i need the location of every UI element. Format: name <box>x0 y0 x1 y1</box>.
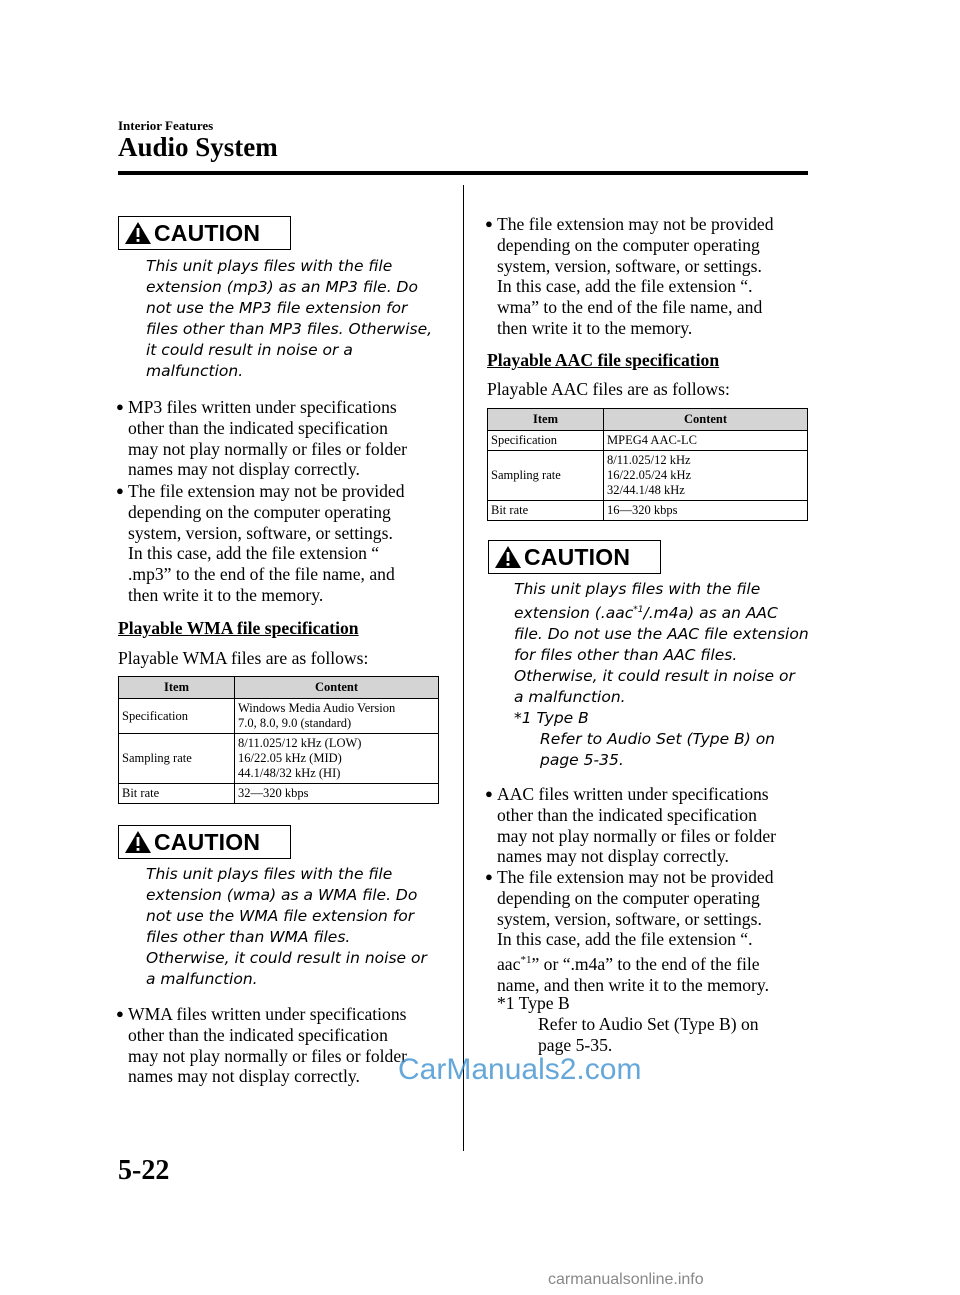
bullet-line: depending on the computer operating <box>128 501 391 522</box>
table-cell <box>235 734 439 784</box>
cell-line: 32/44.1/48 kHz <box>607 483 685 497</box>
table-header: Item <box>119 677 235 699</box>
footnote-ref: *1 <box>520 954 532 967</box>
bullet-text-part: aac <box>497 954 521 975</box>
bullet-line: In this case, add the file extension “. <box>497 929 753 950</box>
bullet-line: names may not display correctly. <box>128 459 360 480</box>
cell-line: 8/11.025/12 kHz <box>607 453 691 467</box>
bullet-line: system, version, software, or settings. <box>128 522 393 543</box>
caution-note-mark: *1 Type B <box>514 709 589 728</box>
bullet-line: other than the indicated specification <box>497 804 757 825</box>
table-cell: 16—320 kbps <box>604 501 808 521</box>
caution-line: files other than WMA files. <box>146 928 351 946</box>
bullet-mp3-extension <box>118 481 405 606</box>
caution-text-wma <box>146 864 427 990</box>
aac-heading: Playable AAC file specification <box>487 350 720 370</box>
table-cell: Sampling rate <box>119 734 235 784</box>
caution-box-wma <box>118 825 291 859</box>
bullet-line: name, and then write it to the memory. <box>497 974 769 995</box>
table-header-row <box>119 677 439 699</box>
bullet-line: may not play normally or files or folder <box>128 438 407 459</box>
header-rule <box>118 171 808 175</box>
watermark-text: CarManuals2.com <box>398 1053 642 1086</box>
table-row <box>119 734 439 784</box>
caution-label: CAUTION <box>154 828 261 855</box>
caution-note-line: Refer to Audio Set (Type B) on <box>540 730 776 749</box>
bullet-aac-spec <box>487 784 776 867</box>
caution-line: Otherwise, it could result in noise or <box>514 667 795 686</box>
cell-line: 8/11.025/12 kHz (LOW) <box>238 736 362 750</box>
bullet-icon: ● <box>485 216 493 231</box>
table-row <box>488 451 808 501</box>
caution-text-aac <box>514 579 809 771</box>
cell-line: 44.1/48/32 kHz (HI) <box>238 766 341 780</box>
bullet-line: .mp3” to the end of the file name, and <box>128 564 395 585</box>
caution-line: a malfunction. <box>514 688 626 707</box>
bullet-line: other than the indicated specification <box>128 417 388 438</box>
bullet-icon: ● <box>116 1006 124 1021</box>
bullet-line: depending on the computer operating <box>497 234 760 255</box>
table-cell: Bit rate <box>119 784 235 804</box>
wma-heading: Playable WMA file specification <box>118 618 359 638</box>
aac-intro: Playable AAC files are as follows: <box>487 379 730 399</box>
table-header: Content <box>235 677 439 699</box>
table-row <box>119 699 439 734</box>
table-cell <box>604 451 808 501</box>
bullet-line: AAC files written under specifications <box>497 784 769 804</box>
caution-line: a malfunction. <box>146 970 258 988</box>
caution-box-mp3 <box>118 216 291 250</box>
caution-line: malfunction. <box>146 362 244 380</box>
bullet-aac-extension <box>487 867 774 996</box>
bullet-line: The file extension may not be provided <box>497 214 774 234</box>
caution-label: CAUTION <box>524 543 631 570</box>
caution-line: file. Do not use the AAC file extension <box>514 625 809 644</box>
caution-box-aac <box>488 540 661 574</box>
cell-line: 7.0, 8.0, 9.0 (standard) <box>238 716 352 730</box>
caution-text-part: /.m4a) as an AAC <box>643 604 778 623</box>
bullet-icon: ● <box>485 869 493 884</box>
cell-line: Windows Media Audio Version <box>238 701 396 715</box>
bullet-line: wma” to the end of the file name, and <box>497 297 763 318</box>
bullet-text-part: ” or “.m4a” to the end of the file <box>531 954 760 975</box>
caution-line: extension (wma) as a WMA file. Do <box>146 886 418 904</box>
bullet-icon: ● <box>116 399 124 414</box>
page-number: 5-22 <box>118 1155 170 1186</box>
caution-label: CAUTION <box>154 219 261 246</box>
bullet-line: then write it to the memory. <box>128 584 324 605</box>
bullet-line: system, version, software, or settings. <box>497 908 762 929</box>
bullet-icon: ● <box>485 786 493 801</box>
table-header: Content <box>604 409 808 431</box>
bullet-line: names may not display correctly. <box>128 1066 360 1087</box>
cell-line: 16/22.05 kHz (MID) <box>238 751 342 765</box>
bullet-line: depending on the computer operating <box>497 887 760 908</box>
warning-icon <box>494 544 522 570</box>
table-cell: Bit rate <box>488 501 604 521</box>
caution-line: it could result in noise or a <box>146 341 353 359</box>
section-label: Interior Features <box>118 118 214 133</box>
table-header: Item <box>488 409 604 431</box>
table-row <box>119 784 439 804</box>
footer-site-mark: carmanualsonline.info <box>548 1271 704 1288</box>
wma-spec-table <box>118 676 439 804</box>
bullet-line: system, version, software, or settings. <box>497 255 762 276</box>
warning-icon <box>124 829 152 855</box>
bullet-line: The file extension may not be provided <box>497 867 774 887</box>
bullet-line: names may not display correctly. <box>497 846 729 867</box>
caution-text-part: extension (.aac <box>514 604 634 623</box>
bullet-line: may not play normally or files or folder <box>497 825 776 846</box>
table-cell: Sampling rate <box>488 451 604 501</box>
table-cell: MPEG4 AAC-LC <box>604 431 808 451</box>
caution-line: for files other than AAC files. <box>514 646 738 665</box>
table-cell <box>235 699 439 734</box>
caution-line: This unit plays files with the file <box>146 257 393 275</box>
warning-icon <box>124 220 152 246</box>
caution-line: not use the MP3 file extension for <box>146 299 408 317</box>
bullet-line: In this case, add the file extension “ <box>128 543 380 564</box>
bullet-line: The file extension may not be provided <box>128 481 405 501</box>
bullet-wma-spec <box>118 1004 407 1087</box>
table-row <box>488 501 808 521</box>
table-cell: Specification <box>119 699 235 734</box>
footnote <box>497 993 759 1055</box>
caution-text-mp3 <box>146 256 432 382</box>
bullet-line: other than the indicated specification <box>128 1024 388 1045</box>
caution-line <box>514 600 809 624</box>
bullet-line: then write it to the memory. <box>497 317 693 338</box>
caution-line: Otherwise, it could result in noise or <box>146 949 427 967</box>
footnote-ref: *1 <box>633 605 644 615</box>
bullet-line <box>497 950 774 975</box>
bullet-icon: ● <box>116 483 124 498</box>
caution-line: extension (mp3) as an MP3 file. Do <box>146 278 418 296</box>
bullet-mp3-spec <box>118 397 407 480</box>
column-divider <box>463 185 464 1151</box>
caution-line: files other than MP3 files. Otherwise, <box>146 320 433 338</box>
bullet-line: In this case, add the file extension “. <box>497 276 753 297</box>
cell-line: 16/22.05/24 kHz <box>607 468 692 482</box>
caution-line: This unit plays files with the file <box>146 865 393 883</box>
page-title: Audio System <box>118 132 278 162</box>
caution-line: not use the WMA file extension for <box>146 907 415 925</box>
table-row <box>488 431 808 451</box>
caution-note-line: page 5-35. <box>540 751 624 770</box>
bullet-line: may not play normally or files or folder <box>128 1045 407 1066</box>
footnote-line: page 5-35. <box>538 1034 613 1055</box>
wma-intro: Playable WMA files are as follows: <box>118 648 369 668</box>
bullet-wma-extension <box>487 214 774 339</box>
table-cell: 32—320 kbps <box>235 784 439 804</box>
caution-line: This unit plays files with the file <box>514 580 761 598</box>
table-header-row <box>488 409 808 431</box>
bullet-line: WMA files written under specifications <box>128 1004 407 1024</box>
footnote-line: Refer to Audio Set (Type B) on <box>538 1013 759 1034</box>
bullet-line: MP3 files written under specifications <box>128 397 397 417</box>
aac-spec-table <box>487 408 808 521</box>
footnote-mark: *1 Type B <box>497 993 570 1013</box>
table-cell: Specification <box>488 431 604 451</box>
